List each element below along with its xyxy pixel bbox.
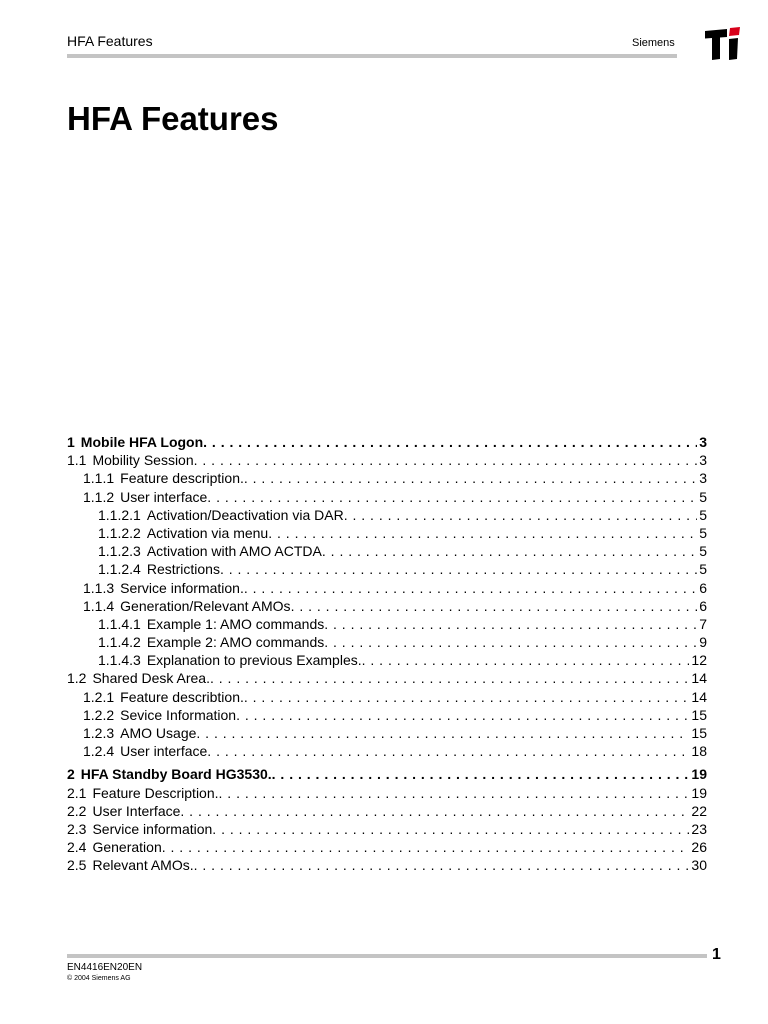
toc-entry-page: 3 bbox=[699, 470, 707, 487]
toc-entry[interactable] bbox=[67, 820, 707, 838]
toc-dot-leader bbox=[207, 488, 697, 506]
toc-entry-page: 19 bbox=[691, 784, 707, 801]
toc-entry[interactable] bbox=[67, 838, 707, 856]
toc-entry-page: 12 bbox=[691, 652, 707, 669]
toc-entry-page: 14 bbox=[691, 688, 707, 705]
toc-dot-leader bbox=[210, 669, 689, 687]
toc-entry[interactable] bbox=[67, 784, 707, 802]
toc-entry-number: 1.1.2.2 bbox=[98, 524, 141, 541]
toc-entry-number: 1.2.1 bbox=[83, 688, 115, 705]
toc-dot-leader bbox=[220, 560, 697, 578]
toc-entry-title: Feature describtion. bbox=[120, 688, 244, 705]
toc-dot-leader bbox=[219, 784, 690, 802]
toc-entry[interactable] bbox=[67, 669, 707, 687]
toc-entry[interactable] bbox=[67, 524, 707, 542]
toc-entry-page: 7 bbox=[699, 615, 707, 632]
toc-entry[interactable] bbox=[67, 451, 707, 469]
toc-entry-title: Activation via menu bbox=[146, 524, 269, 541]
toc-dot-leader bbox=[244, 688, 690, 706]
toc-entry-number: 2.5 bbox=[67, 857, 87, 874]
toc-entry[interactable] bbox=[67, 706, 707, 724]
toc-entry[interactable] bbox=[67, 469, 707, 487]
toc-entry[interactable] bbox=[67, 506, 707, 524]
toc-entry-page: 5 bbox=[699, 561, 707, 578]
toc-dot-leader bbox=[180, 802, 689, 820]
toc-entry-title: Service information bbox=[92, 820, 213, 837]
toc-entry-number: 1.1.4.1 bbox=[98, 615, 141, 632]
toc-entry-page: 14 bbox=[691, 670, 707, 687]
toc-entry-number: 1.1.2.3 bbox=[98, 543, 141, 560]
toc-entry-number: 1 bbox=[67, 434, 75, 450]
footer-rule bbox=[67, 954, 707, 958]
toc-entry-number: 1.1.2.4 bbox=[98, 561, 141, 578]
toc-entry-number: 1.1.2 bbox=[83, 488, 115, 505]
toc-entry-title: User interface bbox=[120, 488, 208, 505]
toc-entry-number: 1.1.1 bbox=[83, 470, 115, 487]
toc-dot-leader bbox=[203, 433, 697, 451]
toc-entry-title: Example 2: AMO commands bbox=[146, 634, 325, 651]
toc-dot-leader bbox=[244, 579, 697, 597]
toc-entry[interactable] bbox=[67, 856, 707, 874]
toc-entry-page: 30 bbox=[691, 857, 707, 874]
toc-entry-title: HFA Standby Board HG3530. bbox=[80, 766, 272, 783]
toc-entry-page: 9 bbox=[699, 634, 707, 651]
toc-entry[interactable] bbox=[67, 433, 707, 451]
toc-entry-title: Activation/Deactivation via DAR bbox=[146, 506, 344, 523]
toc-entry-title: Feature Description. bbox=[92, 784, 219, 801]
toc-entry-title: Generation bbox=[92, 839, 162, 856]
toc-entry-number: 1.1.3 bbox=[83, 579, 115, 596]
page-number: 1 bbox=[712, 946, 721, 963]
toc-entry-number: 1.2.4 bbox=[83, 743, 115, 760]
toc-entry-title: Restrictions bbox=[146, 561, 220, 578]
toc-entry-number: 2.1 bbox=[67, 784, 87, 801]
ti-logo-icon bbox=[703, 25, 743, 63]
toc-dot-leader bbox=[324, 633, 697, 651]
toc-entry-page: 5 bbox=[699, 506, 707, 523]
toc-entry-number: 1.1.4.2 bbox=[98, 634, 141, 651]
toc-dot-leader bbox=[207, 742, 689, 760]
toc-entry-page: 3 bbox=[699, 434, 707, 450]
toc-dot-leader bbox=[196, 724, 689, 742]
toc-entry[interactable] bbox=[67, 597, 707, 615]
toc-entry[interactable] bbox=[67, 651, 707, 669]
toc-entry-page: 18 bbox=[691, 743, 707, 760]
toc-dot-leader bbox=[212, 820, 689, 838]
header-rule bbox=[67, 54, 677, 58]
toc-entry-number: 2 bbox=[67, 766, 75, 783]
toc-entry[interactable] bbox=[67, 724, 707, 742]
toc-entry-title: Generation/Relevant AMOs bbox=[120, 597, 291, 614]
toc-entry-number: 1.1 bbox=[67, 452, 87, 469]
toc-entry-page: 19 bbox=[691, 766, 707, 783]
toc-entry-title: Relevant AMOs. bbox=[92, 857, 194, 874]
copyright-notice: © 2004 Siemens AG bbox=[67, 975, 131, 982]
toc-entry-number: 1.1.4 bbox=[83, 597, 115, 614]
toc-entry-page: 22 bbox=[691, 802, 707, 819]
toc-entry-title: Explanation to previous Examples. bbox=[146, 652, 362, 669]
toc-entry-page: 26 bbox=[691, 839, 707, 856]
toc-entry[interactable] bbox=[67, 579, 707, 597]
toc-entry-number: 2.4 bbox=[67, 839, 87, 856]
toc-entry-page: 3 bbox=[699, 452, 707, 469]
toc-entry-title: User Interface bbox=[92, 802, 181, 819]
toc-dot-leader bbox=[236, 706, 689, 724]
toc-dot-leader bbox=[268, 524, 697, 542]
toc-entry-number: 2.3 bbox=[67, 820, 87, 837]
running-header-title: HFA Features bbox=[67, 33, 153, 49]
toc-entry-title: Mobility Session bbox=[92, 452, 194, 469]
toc-entry[interactable] bbox=[67, 688, 707, 706]
toc-entry-page: 15 bbox=[691, 706, 707, 723]
toc-entry-page: 23 bbox=[691, 820, 707, 837]
toc-dot-leader bbox=[272, 765, 690, 783]
toc-entry[interactable] bbox=[67, 633, 707, 651]
toc-entry-title: User interface bbox=[120, 743, 208, 760]
toc-entry-number: 1.2.2 bbox=[83, 706, 115, 723]
toc-entry-title: Sevice Information bbox=[120, 706, 237, 723]
running-header-company: Siemens bbox=[632, 37, 675, 49]
toc-dot-leader bbox=[344, 506, 698, 524]
toc-entry-page: 5 bbox=[699, 543, 707, 560]
toc-entry-title: Mobile HFA Logon bbox=[80, 434, 204, 450]
toc-dot-leader bbox=[322, 542, 697, 560]
toc-entry-page: 6 bbox=[699, 597, 707, 614]
toc-entry[interactable] bbox=[67, 560, 707, 578]
toc-entry-number: 2.2 bbox=[67, 802, 87, 819]
toc-entry[interactable] bbox=[67, 488, 707, 506]
toc-dot-leader bbox=[244, 469, 697, 487]
toc-dot-leader bbox=[162, 838, 690, 856]
toc-entry-title: Service information. bbox=[120, 579, 244, 596]
toc-dot-leader bbox=[362, 651, 690, 669]
toc-entry-page: 15 bbox=[691, 725, 707, 741]
toc-entry-title: Shared Desk Area. bbox=[92, 670, 210, 687]
toc-entry-number: 1.1.2.1 bbox=[98, 506, 141, 523]
toc-entry-page: 6 bbox=[699, 579, 707, 596]
toc-dot-leader bbox=[194, 451, 698, 469]
toc-entry-page: 5 bbox=[699, 524, 707, 541]
toc-entry-title: Feature description. bbox=[120, 470, 244, 487]
toc-entry[interactable] bbox=[67, 802, 707, 820]
toc-entry-number: 1.2.3 bbox=[83, 725, 115, 741]
toc-entry-page: 5 bbox=[699, 488, 707, 505]
toc-entry[interactable] bbox=[67, 742, 707, 760]
document-code: EN4416EN20EN bbox=[67, 962, 143, 973]
toc-entry[interactable] bbox=[67, 765, 707, 783]
toc-entry-title: AMO Usage bbox=[120, 725, 197, 741]
toc-entry-number: 1.1.4.3 bbox=[98, 652, 141, 669]
table-of-contents bbox=[67, 433, 707, 875]
toc-entry[interactable] bbox=[67, 542, 707, 560]
toc-entry[interactable] bbox=[67, 615, 707, 633]
toc-dot-leader bbox=[324, 615, 697, 633]
page-title: HFA Features bbox=[67, 100, 279, 137]
toc-entry-title: Example 1: AMO commands bbox=[146, 615, 325, 632]
toc-dot-leader bbox=[194, 856, 690, 874]
toc-entry-title: Activation with AMO ACTDA bbox=[146, 543, 322, 560]
toc-dot-leader bbox=[291, 597, 698, 615]
toc-entry-number: 1.2 bbox=[67, 670, 87, 687]
